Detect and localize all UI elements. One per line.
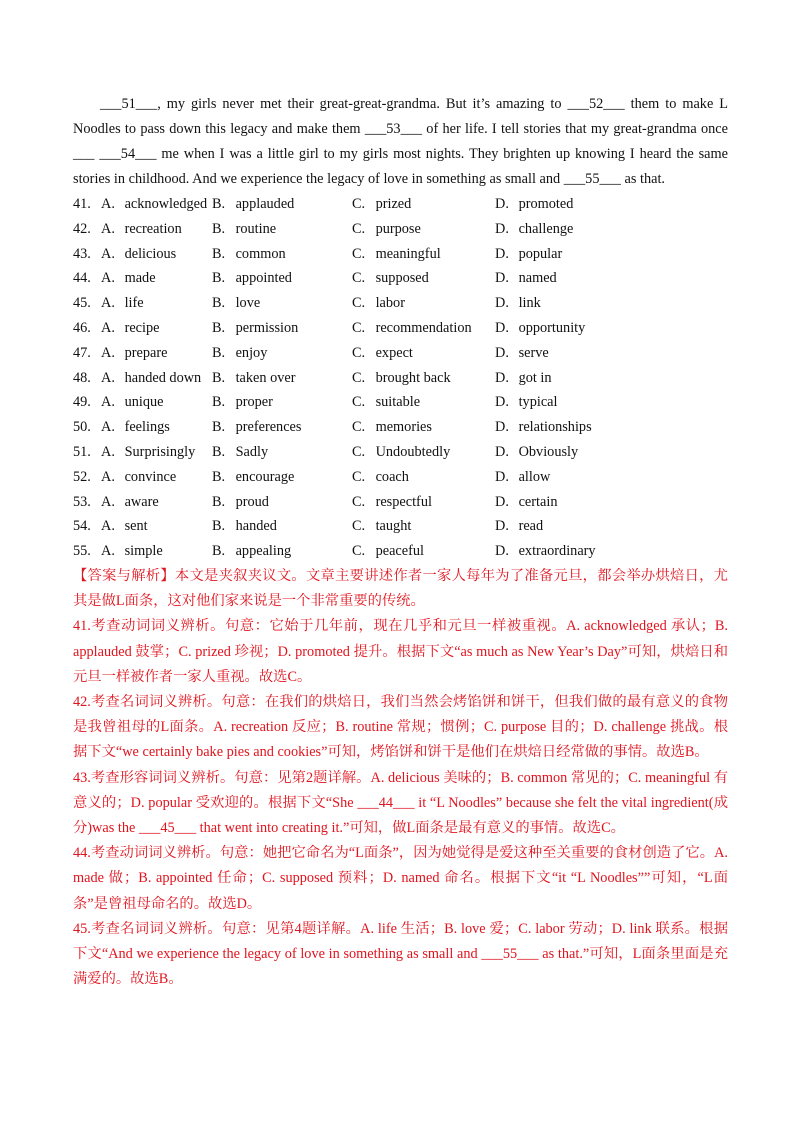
option-d — [495, 415, 592, 440]
answer-summary: 【答案与解析】本文是夹叙夹议文。文章主要讲述作者一家人每年为了准备元旦，都会举办烘焙日，尤其是做L面条，这对他们家来说是一个非常重要的传统。 — [73, 567, 728, 610]
option-letter: A. — [101, 443, 115, 460]
option-d — [495, 539, 596, 564]
option-letter: D. — [495, 295, 509, 312]
option-c — [352, 490, 432, 515]
question-row — [73, 415, 728, 440]
option-letter: A. — [101, 493, 115, 510]
option-word: promoted — [518, 196, 574, 212]
passage-text: ___51___, my girls never met their great-great-grandma. But it’s amazing to ___52___ them to make L Noodles to pass down this legacy and make them ___53___ of her life. I tell stories that my great-grandma once ___ ___54___ me when I was a little girl to my girls most nights. They brighten up knowing I heard the same stories in childhood. And we experience the legacy of love in something as small and ___55___ as that. — [73, 96, 728, 187]
answer-explanation: 42.考查名词词义辨析。句意：在我们的烘焙日，我们当然会烤馅饼和饼干，但我们做的最有意义的食物是我曾祖母的L面条。A. recreation 反应；B. routine 常规；惯例；C. purpose 目的；D. challenge 挑战。根据下文“we certainly bake pies and cookies”可知，烤馅饼和饼干是他们在烘焙日经常做的事情。故选B。 — [73, 693, 728, 761]
option-word: handed — [235, 518, 277, 535]
option-word: popular — [518, 245, 563, 262]
option-letter: D. — [495, 270, 509, 287]
option-c — [352, 514, 411, 539]
option-word: feelings — [124, 419, 170, 436]
option-c — [352, 291, 405, 316]
option-letter: A. — [101, 543, 115, 560]
option-word: relationships — [518, 419, 592, 436]
option-b — [212, 465, 294, 490]
option-b — [212, 192, 294, 217]
option-d — [495, 514, 543, 539]
option-d — [495, 341, 549, 366]
option-letter: C. — [352, 493, 366, 510]
option-d — [495, 465, 550, 490]
option-word: brought back — [375, 369, 451, 386]
question-number: 48. — [73, 369, 91, 386]
question-row — [73, 217, 728, 242]
option-letter: A. — [101, 245, 115, 262]
option-letter: B. — [212, 196, 226, 212]
document-page — [73, 92, 728, 992]
option-a — [101, 440, 195, 465]
option-letter: D. — [495, 245, 509, 262]
options-list — [73, 192, 728, 564]
option-c — [352, 316, 472, 341]
option-d — [495, 366, 552, 391]
option-word: supposed — [375, 270, 429, 287]
question-number: 51. — [73, 443, 91, 460]
option-d — [495, 192, 573, 217]
option-b — [212, 291, 260, 316]
option-word: proud — [235, 493, 269, 510]
option-word: appointed — [235, 270, 292, 287]
option-letter: C. — [352, 543, 366, 560]
option-word: prepare — [124, 344, 168, 361]
question-row — [73, 291, 728, 316]
question-number: 49. — [73, 394, 91, 411]
option-letter: D. — [495, 493, 509, 510]
option-letter: A. — [101, 419, 115, 436]
option-letter: B. — [212, 443, 226, 460]
option-word: routine — [235, 220, 277, 237]
option-word: preferences — [235, 419, 302, 436]
option-b — [212, 490, 269, 515]
question-row — [73, 539, 728, 564]
option-word: recreation — [124, 220, 182, 237]
question-row — [73, 242, 728, 267]
option-letter: B. — [212, 518, 226, 535]
question-row — [73, 490, 728, 515]
question-number: 45. — [73, 295, 91, 312]
option-b — [212, 440, 268, 465]
question-number: 43. — [73, 245, 91, 262]
option-a — [101, 266, 156, 291]
option-b — [212, 514, 277, 539]
option-d — [495, 490, 557, 515]
option-word: love — [235, 295, 261, 312]
option-c — [352, 242, 441, 267]
option-c — [352, 390, 420, 415]
option-d — [495, 242, 562, 267]
option-word: encourage — [235, 468, 295, 485]
option-word: permission — [235, 319, 299, 336]
option-word: challenge — [518, 220, 574, 237]
option-word: purpose — [375, 220, 421, 237]
answer-explanation: 43.考查形容词词义辨析。句意：见第2题详解。A. delicious 美味的；B. common 常见的；C. meaningful 有意义的；D. popular 受欢迎的。根据下文“She ___44___ it “L Noodles” because she felt the vital ingredient(成分)was the ___45___ that went into creating it.”可知，做L面条是最有意义的事情。故选C。 — [73, 769, 728, 836]
option-b — [212, 316, 298, 341]
question-row — [73, 316, 728, 341]
option-a — [101, 465, 176, 490]
option-letter: C. — [352, 196, 366, 212]
option-word: made — [124, 270, 156, 287]
option-word: simple — [124, 543, 163, 560]
question-number: 41. — [73, 196, 91, 212]
option-c — [352, 341, 413, 366]
option-word: sent — [124, 518, 148, 535]
option-c — [352, 366, 451, 391]
option-letter: A. — [101, 468, 115, 485]
option-word: certain — [518, 493, 558, 510]
option-a — [101, 390, 164, 415]
option-letter: C. — [352, 270, 366, 287]
option-letter: B. — [212, 543, 226, 560]
option-letter: A. — [101, 344, 115, 361]
option-d — [495, 390, 557, 415]
option-c — [352, 192, 411, 217]
option-letter: D. — [495, 468, 509, 485]
option-letter: B. — [212, 220, 226, 237]
option-c — [352, 539, 424, 564]
option-word: got in — [518, 369, 552, 386]
question-number: 54. — [73, 518, 91, 535]
question-number: 52. — [73, 468, 91, 485]
option-c — [352, 217, 421, 242]
answer-explanation: 41.考查动词词义辨析。句意：它始于几年前，现在几乎和元旦一样被重视。A. acknowledged 承认；B. applauded 鼓掌；C. prized 珍视；D. promoted 提升。根据下文“as much as New Year’s Day”可知，烘焙日和元旦一样被作者一家人重视。故选C。 — [73, 618, 728, 685]
option-letter: B. — [212, 493, 226, 510]
question-row — [73, 266, 728, 291]
answer-section — [73, 564, 728, 992]
option-word: unique — [124, 394, 164, 411]
option-d — [495, 316, 585, 341]
option-a — [101, 217, 182, 242]
answer-explanation: 44.考查动词词义辨析。句意：她把它命名为“L面条”，因为她觉得是爱这种至关重要的食材创造了它。A. made 做；B. appointed 任命；C. supposed 预料；D. named 命名。根据下文“it “L Noodles””可知，“L面条”是曾祖母命名的。故选D。 — [73, 845, 728, 912]
option-letter: C. — [352, 443, 366, 460]
option-word: Undoubtedly — [375, 443, 451, 460]
option-letter: D. — [495, 220, 509, 237]
option-word: opportunity — [518, 319, 586, 336]
question-number: 46. — [73, 319, 91, 336]
option-letter: D. — [495, 394, 509, 411]
option-word: named — [518, 270, 557, 287]
option-letter: D. — [495, 196, 509, 212]
option-letter: B. — [212, 419, 226, 436]
option-letter: C. — [352, 245, 366, 262]
option-a — [101, 514, 148, 539]
option-word: typical — [518, 394, 558, 411]
option-word: extraordinary — [518, 543, 596, 560]
option-word: aware — [124, 493, 159, 510]
option-word: labor — [375, 295, 405, 312]
option-word: life — [124, 295, 144, 312]
option-word: delicious — [124, 245, 177, 262]
question-row — [73, 341, 728, 366]
option-letter: D. — [495, 344, 509, 361]
option-letter: A. — [101, 270, 115, 287]
option-letter: C. — [352, 220, 366, 237]
option-word: proper — [235, 394, 273, 411]
option-word: Surprisingly — [124, 443, 196, 460]
option-letter: B. — [212, 245, 226, 262]
option-letter: D. — [495, 518, 509, 535]
option-letter: C. — [352, 369, 366, 386]
option-word: suitable — [375, 394, 421, 411]
option-letter: B. — [212, 295, 226, 312]
question-number: 47. — [73, 344, 91, 361]
option-word: recommendation — [375, 319, 472, 336]
option-word: Obviously — [518, 443, 579, 460]
option-letter: D. — [495, 443, 509, 460]
option-word: meaningful — [375, 245, 441, 262]
option-letter: C. — [352, 344, 366, 361]
option-letter: A. — [101, 518, 115, 535]
question-number: 55. — [73, 543, 91, 560]
answer-explanation: 45.考查名词词义辨析。句意：见第4题详解。A. life 生活；B. love 爱；C. labor 劳动；D. link 联系。根据下文“And we experience the legacy of love in something as small and ___55___ as that.”可知，L面条里面是充满爱的。故选B。 — [73, 920, 728, 988]
option-letter: D. — [495, 543, 509, 560]
option-letter: B. — [212, 319, 226, 336]
option-word: respectful — [375, 493, 432, 510]
option-word: read — [518, 518, 544, 535]
option-d — [495, 291, 541, 316]
option-letter: A. — [101, 295, 115, 312]
option-letter: B. — [212, 394, 226, 411]
question-number: 42. — [73, 220, 91, 237]
option-letter: C. — [352, 319, 366, 336]
option-word: Sadly — [235, 443, 269, 460]
option-word: allow — [518, 468, 551, 485]
option-a — [101, 291, 144, 316]
option-b — [212, 341, 267, 366]
option-letter: A. — [101, 196, 115, 212]
question-row — [73, 390, 728, 415]
option-a — [101, 242, 176, 267]
option-word: acknowledged — [124, 196, 208, 212]
question-row — [73, 366, 728, 391]
option-letter: D. — [495, 319, 509, 336]
question-number: 44. — [73, 270, 91, 287]
option-c — [352, 415, 432, 440]
option-word: handed down — [124, 369, 202, 386]
option-a — [101, 539, 163, 564]
option-word: common — [235, 245, 286, 262]
option-letter: A. — [101, 220, 115, 237]
option-letter: A. — [101, 319, 115, 336]
option-letter: B. — [212, 344, 226, 361]
option-a — [101, 415, 170, 440]
option-word: serve — [518, 344, 549, 361]
option-d — [495, 440, 578, 465]
option-c — [352, 440, 450, 465]
option-letter: D. — [495, 369, 509, 386]
option-b — [212, 390, 273, 415]
option-b — [212, 539, 291, 564]
option-word: recipe — [124, 319, 160, 336]
option-letter: C. — [352, 419, 366, 436]
question-row — [73, 465, 728, 490]
option-word: memories — [375, 419, 432, 436]
option-d — [495, 266, 557, 291]
option-word: enjoy — [235, 344, 268, 361]
option-a — [101, 366, 201, 391]
option-letter: C. — [352, 295, 366, 312]
option-letter: C. — [352, 394, 366, 411]
option-letter: C. — [352, 518, 366, 535]
option-d — [495, 217, 573, 242]
option-b — [212, 415, 301, 440]
option-word: convince — [124, 468, 177, 485]
option-word: coach — [375, 468, 409, 485]
question-row — [73, 514, 728, 539]
option-letter: C. — [352, 468, 366, 485]
option-b — [212, 242, 286, 267]
question-number: 50. — [73, 419, 91, 436]
option-letter: B. — [212, 270, 226, 287]
option-a — [101, 192, 207, 217]
option-b — [212, 266, 292, 291]
option-b — [212, 217, 276, 242]
option-word: taught — [375, 518, 412, 535]
option-word: appealing — [235, 543, 292, 560]
question-number: 53. — [73, 493, 91, 510]
option-letter: D. — [495, 419, 509, 436]
option-a — [101, 490, 159, 515]
option-word: prized — [375, 196, 412, 212]
option-letter: A. — [101, 394, 115, 411]
option-word: peaceful — [375, 543, 424, 560]
option-c — [352, 465, 409, 490]
option-word: expect — [375, 344, 413, 361]
option-word: applauded — [235, 196, 295, 212]
option-word: taken over — [235, 369, 296, 386]
option-letter: A. — [101, 369, 115, 386]
option-b — [212, 366, 296, 391]
option-c — [352, 266, 429, 291]
option-letter: B. — [212, 468, 226, 485]
option-a — [101, 341, 167, 366]
question-row — [73, 440, 728, 465]
option-letter: B. — [212, 369, 226, 386]
question-row — [73, 192, 728, 217]
option-word: link — [518, 295, 541, 312]
option-a — [101, 316, 160, 341]
